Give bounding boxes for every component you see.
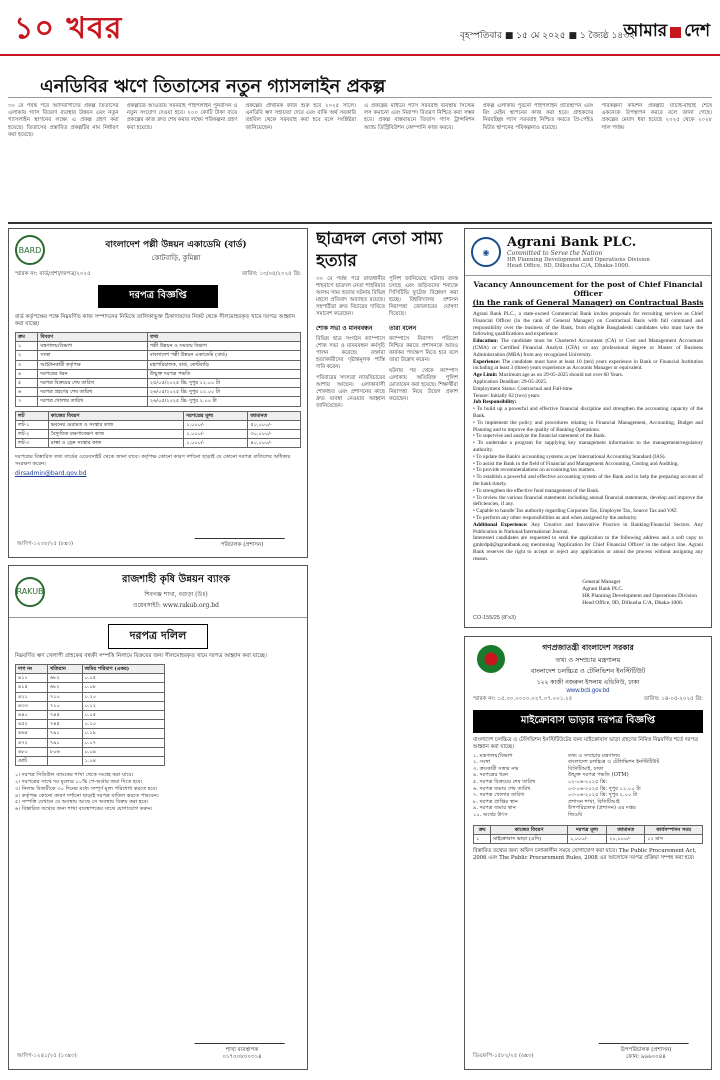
- cell: সংস্থা: [38, 351, 148, 360]
- table-row: [16, 711, 165, 720]
- lead-column: প্রকল্প এলাকায় পুরনো পাইপলাইন প্রতিস্থাপন এবং রিং মেইন স্থাপনের কাজ করা হবে। গ্রাহকদের নিরবচ্ছিন্ন গ্যাস সরবরাহ নিশ্চিত করতে প্রি-পেইড মিটার স্থাপনের পরিকল্পনাও রয়েছে।: [482, 103, 594, 131]
- status-line: Employment Status: Contractual and Full-time.: [473, 385, 574, 392]
- list-item: ৩. ক্রয়কারী সত্তার নাম বিসিটিআই, ঢাকা: [473, 765, 604, 772]
- term-item: ৬। বিস্তারিত তথ্যের জন্য শাখা ব্যবস্থাপকের সাথে যোগাযোগ করুন।: [15, 806, 153, 813]
- cell: উন্মুক্ত দরপত্র পদ্ধতি: [147, 369, 300, 378]
- cell: ০.০৫: [82, 711, 164, 720]
- tenure-line: Tenure: Initially 02 (two) years.: [473, 392, 541, 399]
- ad-meta: [465, 694, 711, 706]
- brand-right: দেশ: [684, 21, 710, 41]
- signer-title: উপপরিচালক (প্রশাসন): [620, 1047, 672, 1053]
- table-row: [16, 674, 165, 683]
- bank-division: HR Planning Development and Operations Division: [507, 257, 650, 263]
- ad-header: [9, 229, 307, 271]
- cell: বৈদ্যুতিক রক্ষণাবেক্ষণ কাজ: [48, 430, 183, 439]
- ad-meta: [9, 271, 307, 279]
- duty-item: • To update the Bank's accounting systems as per International Accounting Standard (IAS).: [473, 453, 666, 460]
- cell: ৭৪৫: [47, 711, 82, 720]
- cell: দরপত্র গ্রহণের শেষ তারিখ: [38, 388, 148, 397]
- brand-logo: [624, 18, 710, 46]
- cell: ২৬/০৫/২০২৫ খ্রি: দুপুর ১২.০০ টা: [147, 388, 300, 397]
- signer-org: Agrani Bank PLC.: [582, 586, 624, 592]
- cell: ৭৯১: [47, 738, 82, 747]
- body-paragraph: Agrani Bank PLC., a state-owned Commercial Bank invites proposals for recruiting services as Chief Financial Officer (in the rank of General Manager) on Contractual Basis with full command and responsibility over the business of the Bank, from eligible Bangladeshi candidates who must have the following qualifications and experience:: [473, 311, 703, 338]
- info-table: [15, 332, 301, 407]
- signer-address: Head Office, 9D, Dilkusha C/A, Dhaka-1000.: [582, 600, 684, 606]
- table-header: কাজের বিবরণ: [491, 825, 568, 834]
- cell: দরপত্রের ধরন: [38, 369, 148, 378]
- memo-number: স্মারক নং: বার্ড/প্রশা/দরপত্র/২০২৫: [15, 271, 91, 277]
- signature-block: [187, 1030, 297, 1061]
- microbus-tender-ad: [464, 636, 712, 1070]
- section-divider: [8, 222, 712, 224]
- middle-headline: ছাত্রদল নেতা সাম্য হত্যার: [316, 229, 443, 271]
- table-row: [16, 757, 165, 766]
- table-row: [16, 379, 301, 388]
- duty-item: • To supervise and analyze the financial statement of the Bank.: [473, 433, 607, 440]
- lead-story-columns: [8, 103, 712, 218]
- cell: ৭: [16, 397, 38, 406]
- signer-title: পরিচালক (প্রশাসন): [220, 542, 264, 548]
- cell: ২: [16, 351, 38, 360]
- brand-left: আমার: [623, 21, 668, 41]
- vacancy-title: Vacancy Announcement for the post of Chief Financial Officer: [473, 280, 703, 298]
- cell: ৬৮২: [47, 674, 82, 683]
- table-header: জামানত: [248, 411, 301, 420]
- cell: ৪৮০: [16, 747, 48, 756]
- lead-column: ৩০ মে পর্যন্ত পরে আদিবাসীদের প্রকল্প তিতাসের এলাকায় গ্যাস বিতরণ ব্যবস্থার উন্নয়ন এবং নতুন গ্যাসলাইন স্থাপনের লক্ষ্যে এ প্রকল্প গ্রহণ করা হয়েছে। তিতাসের প্রস্তাবিত প্রকল্পটির নাম নির্ধারণ করা হয়েছে।: [8, 103, 119, 138]
- table-row: [16, 738, 165, 747]
- ad-notes: দরপত্রের বিস্তারিত তথ্য বার্ডের ওয়েবসাইট থেকে জানা যাবে। কর্তৃপক্ষ কোনো কারণ দর্শানো ছাড়াই যে কোনো দরপত্র বাতিলের অধিকার সংরক্ষণ করেন।: [15, 454, 291, 468]
- table-header: কার্যসম্পাদন সময়: [645, 825, 703, 834]
- list-item: ৭. দরপত্র খোলার তারিখ ০৩-০৬-২০২৫ খ্রি: দুপুর ২.০০ টা: [473, 792, 638, 799]
- table-row: [16, 369, 301, 378]
- duty-item: • To provide recommendations on accounting/tax matters.: [473, 467, 596, 474]
- cell: ভবনের মেরামত ও সংস্কার কাজ: [48, 420, 183, 429]
- cell: ১২ মাস: [645, 834, 703, 843]
- signature-mark: [598, 1030, 693, 1044]
- cell: ১,০০০/-: [184, 420, 248, 429]
- cell: ০.১৮: [82, 729, 164, 738]
- ad-footer-text: বিস্তারিত তথ্যের জন্য অফিস চলাকালীন সময়ে যোগাযোগ করা যাবে। The Public Procurement Act, 2006 এবং The Public Procurement Rules, 2008 এর আলোকে দরপত্র প্রক্রিয়া সম্পন্ন করা হবে।: [473, 847, 697, 861]
- ad-header: [9, 566, 307, 618]
- cell: আহ্বানকারী কর্তৃপক্ষ: [38, 360, 148, 369]
- cell: ৮০৬: [47, 747, 82, 756]
- cell: ৫: [16, 379, 38, 388]
- story-paragraph: ক্যাম্পাসে নিরাপদ পরিবেশ নিশ্চিত করতে প্রশাসনকে আরও কার্যকর পদক্ষেপ নিতে হবে বলে তারা উল্লেখ করেন।: [389, 335, 458, 363]
- cell: ১,০০০/-: [567, 834, 606, 843]
- cell: ১,০০০/-: [184, 430, 248, 439]
- lot-table: [15, 411, 301, 449]
- signer-phone: ০১৭০০৮০০৩১৪: [222, 1054, 262, 1060]
- table-header: জমির পরিমাণ (একর): [82, 665, 164, 674]
- cell: ০.২০: [82, 692, 164, 701]
- org-address: শিবগঞ্জ শাখা, বগুড়া (উঃ): [144, 591, 208, 598]
- cell: ৪৫২: [16, 720, 48, 729]
- cell: ২০,০০০/-: [607, 834, 645, 843]
- term-item: ৪। কর্তৃপক্ষ কোনো কারণ দর্শানো ছাড়াই দরপত্র বাতিল করতে পারবেন।: [15, 792, 159, 799]
- cell: ০.০৮: [82, 683, 164, 692]
- cell: ৪১১: [16, 674, 48, 683]
- ad-header: [465, 229, 711, 276]
- cell: ০.০৯: [82, 747, 164, 756]
- cell: ৫০,০০০/-: [248, 420, 301, 429]
- cell: ৪২১: [16, 692, 48, 701]
- cell: ১: [474, 834, 491, 843]
- duty-item: • To establish a powerful and effective accounting system of the Bank and to help the preparing account of the bank timely.: [473, 474, 703, 487]
- rakub-logo-icon: RAKUB: [15, 577, 45, 607]
- memo-number: স্মারক নং: ১৫.০০.০০০০.০২৭.০৭.০০১.২৫: [473, 696, 573, 702]
- org-name: রাজশাহী কৃষি উন্নয়ন ব্যাংক: [121, 574, 231, 585]
- list-item: ৬. দরপত্র জমার শেষ তারিখ ০৩-০৬-২০২৫ খ্রি: দুপুর ১২.০০ টা: [473, 785, 641, 792]
- list-item: ১০. অর্থের উৎস জিওবি: [473, 811, 583, 818]
- table-header: তথ্য: [147, 333, 300, 342]
- table-header: ক্রম: [16, 333, 38, 342]
- cell: মন্ত্রণালয়/বিভাগ: [38, 342, 148, 351]
- table-header: লট: [16, 411, 49, 420]
- cell: লট-১: [16, 420, 49, 429]
- ad-code: ডিএফপি-১৫৮২/২৫ (৬x৩): [473, 1053, 534, 1059]
- cell: ৩০,০০০/-: [248, 430, 301, 439]
- vacancy-body: [465, 311, 711, 562]
- cell: মহাপরিচালক, বার্ড, কোটবাড়ি: [147, 360, 300, 369]
- vacancy-subtitle: (in the rank of General Manager) on Contractual Basis: [472, 298, 704, 307]
- table-row: [16, 420, 301, 429]
- agrani-logo-icon: ◉: [471, 237, 501, 267]
- signature-block: [582, 579, 697, 607]
- table-row: [16, 747, 165, 756]
- cell: পল্লী উন্নয়ন ও সমবায় বিভাগ: [147, 342, 300, 351]
- cell: রাস্তা ও ড্রেন সংস্কার কাজ: [48, 439, 183, 448]
- cell: ৪৭২: [16, 738, 48, 747]
- list-item: ৫. দরপত্র বিক্রয়ের শেষ তারিখ ০২-০৬-২০২৫ খ্রি:: [473, 778, 608, 785]
- section-label: Age Limit:: [473, 372, 498, 379]
- signature-mark: [194, 525, 289, 539]
- section-label: Additional Experience:: [473, 521, 528, 528]
- cell: [47, 757, 82, 766]
- cell: ৬৮২: [47, 683, 82, 692]
- story-paragraph: ঘটনার পর থেকে ক্যাম্পাস এলাকায় অতিরিক্ত পুলিশ মোতায়েন করা হয়েছে। শিক্ষার্থীরা নিরাপত্তা নিয়ে উদ্বেগ প্রকাশ করেছেন।: [389, 367, 458, 403]
- section-label: Experience:: [473, 358, 501, 365]
- table-header: কাজের বিবরণ: [48, 411, 183, 420]
- cell: ৪১৫: [16, 683, 48, 692]
- list-item: ৪. দরপত্রের ধরন উন্মুক্ত দরপত্র পদ্ধতি (OTM): [473, 772, 629, 779]
- duty-item: • To perform any other responsibilities as and when assigned by the authority.: [473, 514, 638, 521]
- story-paragraph: পরিবারের সদস্যরা ন্যায়বিচারের আশায় আছেন। এলাকাবাসী শোকাহত এবং প্রশাসনের কাছে দ্রুত ব্যবস্থা নেওয়ার আহ্বান জানিয়েছেন।: [316, 375, 385, 410]
- table-row: [16, 360, 301, 369]
- signer-title: শাখা ব্যবস্থাপক: [225, 1047, 259, 1053]
- lead-column: পরিকল্পনা কমিশন প্রকল্পটি যাচাই-বাছাই শেষে একনেকে উপস্থাপন করবে বলে জানা গেছে। প্রকল্পের মেয়াদ ধরা হয়েছে ২০২৫ থেকে ২০২৮ সাল পর্যন্ত।: [601, 103, 712, 131]
- list-item: ৯. দরপত্র জমার স্থান উপপরিচালক (প্রশাসন) এর দপ্তর: [473, 805, 636, 812]
- duty-item: • To undertake a program for supplying key management information to the management/regulatory authority.: [473, 440, 704, 453]
- table-header: দরপত্র মূল্য: [567, 825, 606, 834]
- table-row: [16, 720, 165, 729]
- story-subhead: শোক সভা ও মানববন্ধন: [316, 324, 373, 332]
- table-row: [16, 397, 301, 406]
- cell: ১,০০০/-: [184, 439, 248, 448]
- deadline-line: Application Deadline: 29-05-2025.: [473, 378, 548, 385]
- story-paragraph: বিভিন্ন ছাত্র সংগঠন ক্যাম্পাসে শোক সভা ও মানববন্ধন কর্মসূচি পালন করেছে। বক্তারা হত্যাকারীদের দৃষ্টান্তমূলক শাস্তি দাবি করেন।: [316, 335, 385, 370]
- signature-block: [591, 1030, 701, 1061]
- institute-address: ১২২ কাজী নজরুল ইসলাম এভিনিউ, ঢাকা: [536, 679, 640, 686]
- brand-square-icon: [670, 27, 681, 38]
- lead-column: প্রকল্পের প্রাথমিক কাজ শুরু হবে ২০২৫ সালে। এনডিবি ঋণ সহায়তা দেবে এবং বাকি অর্থ সরকারি তহবিল থেকে সরবরাহ করা হবে বলে সংশ্লিষ্টরা জানিয়েছেন।: [245, 103, 356, 131]
- section-label: Job Responsibility:: [473, 399, 517, 406]
- list-item: ৮. দরপত্র প্রাপ্তির স্থান প্রশাসন শাখা, বিসিটিআই: [473, 798, 620, 805]
- table-header: জামানত: [607, 825, 645, 834]
- table-header: দরপত্রের মূল্য: [184, 411, 248, 420]
- duty-item: • To review the various financial statements including annual financial statements, develop and improve the deficiencies, if any.: [473, 494, 703, 508]
- ad-banner: দরপত্র বিজ্ঞপ্তি: [98, 285, 218, 308]
- story-paragraph: ৩০ মে পর্যন্ত পরে রাজধানীর শাহবাগে ছাত্রদল নেতা শাহরিয়ার আলম সাম্য হত্যার ঘটনায় বিভিন্ন মহলে প্রতিবাদ অব্যাহত রয়েছে। সহপাঠীরা দ্রুত বিচারের দাবিতে সমাবেশ করেছেন।: [316, 276, 385, 318]
- land-table: [15, 664, 165, 766]
- cell: লট-৩: [16, 439, 49, 448]
- website-text: ওয়েবসাইট: www.rakub.org.bd: [133, 602, 219, 609]
- cell: মাইক্রোবাস ভাড়া (এসি): [491, 834, 568, 843]
- dateline: বৃহস্পতিবার ■ ১৫ মে ২০২৫ ■ ১ জ্যৈষ্ঠ ১৪৩২: [460, 31, 635, 41]
- memo-date: তারিখ: ১৩/০৫/২০২৫ খ্রি:: [241, 271, 301, 277]
- table-row: [16, 351, 301, 360]
- signer-phone: ফোন: ৯৬৬০০৪৪: [626, 1054, 666, 1060]
- body-paragraph: Maximum age as on 29-05-2025 should not over 60 Years.: [498, 372, 624, 379]
- table-row: [16, 342, 301, 351]
- term-item: ১। দরপত্র সিডিউল ব্যাংকের শাখা থেকে সংগ্রহ করা যাবে।: [15, 772, 134, 779]
- list-item: ২. সংস্থা বাংলাদেশ চলচ্চিত্র ও টেলিভিশন ইনস্টিটিউট: [473, 759, 660, 766]
- cell: ৭৪৫: [47, 720, 82, 729]
- terms-list: [9, 770, 307, 815]
- table-header: ক্রম: [474, 825, 491, 834]
- duty-item: • To assist the Bank in the field of Financial and Management Accounting, Costing and Auditing.: [473, 460, 679, 467]
- ad-intro: বার্ড কর্তৃপক্ষের পক্ষে নিম্নবর্ণিত কাজ সম্পাদনের নিমিত্তে তালিকাভুক্ত ঠিকাদারদের নিকট থেকে সীলমোহরকৃত খামে দরপত্র আহ্বান করা যাচ্ছে।: [15, 314, 296, 327]
- duty-item: • Capable to handle Tax authority regarding Corporate Tax, Employee Tax, Source Tax and VAT.: [473, 508, 678, 515]
- cell: ৭৯১: [47, 729, 82, 738]
- cell: ৭১০: [47, 701, 82, 710]
- table-header: খতিয়ান: [47, 665, 82, 674]
- agrani-bank-vacancy-ad: [464, 228, 712, 628]
- signature-block: [187, 525, 297, 549]
- table-row: [16, 388, 301, 397]
- cell: দরপত্র খোলার তারিখ: [38, 397, 148, 406]
- body-paragraph: Any Creative and Innovative Practice in Banking/Financial Sectors. Any Publication in National/International Journal.: [473, 521, 704, 535]
- cell: ৪: [16, 369, 38, 378]
- ad-code: CO-155/25 (8"x3): [473, 615, 516, 621]
- ad-code: আদিপ-১২৪১/২৫ (১০x৩): [17, 1053, 77, 1059]
- body-paragraph: The candidate must have at least 10 (ten) years experience in Bank or Financial Institution including at least 3 (three) years experience as Accounts Manager or equivalent.: [473, 358, 703, 372]
- cell: ৭১০: [47, 692, 82, 701]
- body-paragraph: The candidate must be Chartered Accountant (CA) or Cost and Management Accountant (CMA) or Certified Financial Analyst (CFA) or any professional degree or Master of Business Administration (MBA) from any recognized University.: [473, 338, 703, 358]
- middle-story: [316, 228, 458, 1070]
- term-item: ৩। নিলাম বিজয়ীকে ৩০ দিনের মধ্যে সম্পূর্ণ মূল্য পরিশোধ করতে হবে।: [15, 785, 158, 792]
- headline-rule: [8, 97, 712, 98]
- duty-item: • To implement the policy and procedures relating to Financial Management, Accounting, Budget and Planning and to improve the quality of Banking Operations.: [473, 419, 703, 433]
- table-row: [16, 729, 165, 738]
- middle-columns: [316, 276, 458, 411]
- bank-name: Agrani Bank PLC.: [507, 235, 637, 250]
- ad-banner: মাইক্রোবাস ভাড়ার দরপত্র বিজ্ঞপ্তি: [473, 710, 703, 733]
- cell: ০.০৭: [82, 738, 164, 747]
- cell: ০.১২: [82, 701, 164, 710]
- memo-date: তারিখ: ১৪-০৫-২০২৫ খ্রি:: [643, 696, 703, 702]
- cell: ৪৩৩: [16, 701, 48, 710]
- org-address: কোটবাড়ি, কুমিল্লা: [151, 253, 201, 262]
- term-item: ৫। সম্পত্তি যেখানে যে অবস্থায় আছে সে অবস্থায় বিক্রয় করা হবে।: [15, 799, 149, 806]
- table-row: [16, 430, 301, 439]
- cell: বাংলাদেশ পল্লী উন্নয়ন একাডেমি (বার্ড): [147, 351, 300, 360]
- signer-title: General Manager: [582, 579, 621, 585]
- government-emblem-icon: [477, 645, 505, 673]
- page-label: ১০ খবর: [14, 11, 123, 46]
- email-link[interactable]: dirsadmin@bard.gov.bd: [15, 470, 87, 478]
- list-item: ১. মন্ত্রণালয়/বিভাগ তথ্য ও সম্প্রচার মন্ত্রণালয়: [473, 752, 621, 759]
- signature-mark: [194, 1030, 289, 1044]
- table-row: [16, 683, 165, 692]
- table-row: [16, 692, 165, 701]
- masthead: [0, 0, 720, 56]
- table-header: দাগ নং: [16, 665, 48, 674]
- cell: ৬: [16, 388, 38, 397]
- cell: ৩: [16, 360, 38, 369]
- story-subhead: তারা বলেন: [389, 324, 417, 332]
- lead-headline: এনডিবির ঋণে তিতাসের নতুন গ্যাসলাইন প্রকল্প: [40, 76, 386, 97]
- cell: ২৫/০৫/২০২৫ খ্রি: দুপুর ১২.০০ টা: [147, 379, 300, 388]
- cell: ৪০,০০০/-: [248, 439, 301, 448]
- duty-item: • To strengthen the effective fund management of the Bank.: [473, 487, 600, 494]
- ad-banner: দরপত্র দলিল: [108, 624, 208, 649]
- ad-intro: বাংলাদেশ চলচ্চিত্র ও টেলিভিশন ইনস্টিটিউটের জন্য মাইক্রোবাস ভাড়া গ্রহণের নিমিত্ত নিম্নবর্ণিত শর্তে দরপত্র আহ্বান করা যাচ্ছে।: [473, 737, 698, 750]
- ad-intro: নিম্নবর্ণিত ঋণ খেলাপী গ্রাহকের বন্ধকী সম্পত্তি নিলামে বিক্রয়ের জন্য সীলমোহরকৃত খামে দরপত্র আহ্বান করা যাচ্ছে।: [15, 653, 267, 659]
- body-paragraph: Interested candidates are requested to send the application to the following address and a soft copy to gmhrdpd@agranibank.org mentioning 'Application for Chief Financial Officer' in the subject line. Agrani Bank reserves the right to accept or reject any application or annul the process without assigning any reason.: [473, 535, 703, 562]
- tender-table: [473, 825, 703, 844]
- cell: ৪৬৫: [16, 729, 48, 738]
- cell: ১: [16, 342, 38, 351]
- cell: মোট: [16, 757, 48, 766]
- cell: দরপত্র বিক্রয়ের শেষ তারিখ: [38, 379, 148, 388]
- cell: ৪৪০: [16, 711, 48, 720]
- lead-column: এ প্রকল্পের মাধ্যমে গ্যাস সরবরাহ ব্যবস্থায় সিস্টেম লস কমানো এবং নিরাপদ বিতরণ নিশ্চিত করা সম্ভব হবে। প্রকল্প বাস্তবায়নে তিতাস গ্যাস ট্রান্সমিশন অ্যান্ড ডিস্ট্রিবিউশন কোম্পানি কাজ করবে।: [363, 103, 475, 131]
- bard-logo-icon: BARD: [15, 235, 45, 265]
- cell: ০.১০: [82, 720, 164, 729]
- cell: ২৬/০৫/২০২৫ খ্রি: দুপুর ২.০০ টা: [147, 397, 300, 406]
- bard-tender-ad: [8, 228, 308, 558]
- institute-name: বাংলাদেশ চলচ্চিত্র ও টেলিভিশন ইনস্টিটিউট: [530, 667, 646, 675]
- signer-division: HR Planning Development and Operations Division: [582, 593, 697, 599]
- table-row: [16, 439, 301, 448]
- cell: লট-২: [16, 430, 49, 439]
- lead-column: প্রকল্পটির আওতায় সরবরাহ পাইপলাইন পুনর্বাসন ও নতুন সংযোগ দেওয়া হবে। ২০০ কোটি টাকা ব্যয়ে প্রকল্পের কাজ দ্রুত শেষ করার লক্ষ্যে পরিকল্পনা গ্রহণ করা হয়েছে।: [126, 103, 238, 131]
- tender-info-list: [465, 751, 711, 821]
- term-item: ২। দরপত্রের সাথে দর মূল্যের ১০% পে-অর্ডার জমা দিতে হবে।: [15, 779, 143, 786]
- table-header: বিবরণ: [38, 333, 148, 342]
- table-row: [474, 834, 703, 843]
- cell: ১.০৪: [82, 757, 164, 766]
- ministry-name: তথ্য ও সম্প্রচার মন্ত্রণালয়: [555, 656, 621, 664]
- krishi-bank-tender-ad: [8, 565, 308, 1070]
- cell: ০.১৫: [82, 674, 164, 683]
- bank-tagline: Committed to Serve the Nation: [507, 250, 603, 257]
- website-link[interactable]: www.bcti.gov.bd: [566, 688, 610, 694]
- org-name: বাংলাদেশ পল্লী উন্নয়ন একাডেমি (বার্ড): [105, 239, 247, 250]
- duty-item: • To build up a powerful and effective financial discipline and strengthen the accounting capacity of the Bank.: [473, 406, 703, 419]
- table-row: [16, 701, 165, 710]
- story-paragraph: পুলিশ জানিয়েছে ঘটনার তদন্ত চলছে এবং জড়িতদের শনাক্তে সিসিটিভি ফুটেজ বিশ্লেষণ করা হচ্ছে। বিশ্ববিদ্যালয় প্রশাসন নিরাপত্তা জোরদারের ঘোষণা দিয়েছে।: [389, 276, 458, 318]
- section-label: Education:: [473, 338, 499, 345]
- ad-code: আদিপ-১২৩৮/২৫ (৮x৩): [17, 541, 74, 547]
- bank-address: Head Office, 9D, Dilkusha C/A, Dhaka-1000.: [507, 263, 630, 269]
- gov-name: গণপ্রজাতন্ত্রী বাংলাদেশ সরকার: [542, 643, 634, 652]
